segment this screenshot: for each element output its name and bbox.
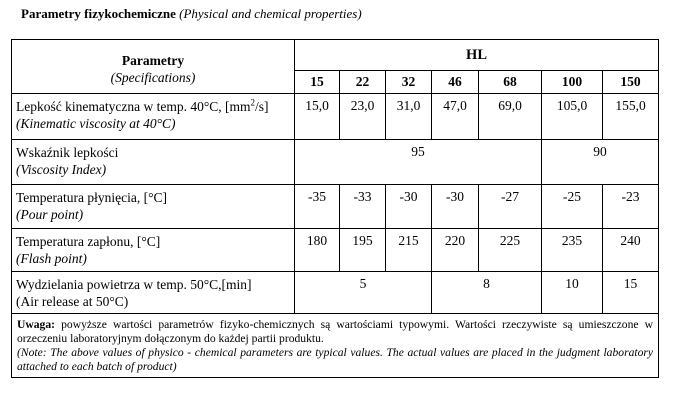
table-row-note	[12, 314, 659, 378]
value-cell: 195	[340, 229, 386, 272]
grade-header: 100	[542, 71, 603, 94]
row-label: Lepkość kinematyczna w temp. 40°C, $[mm^2/s]$	[16, 97, 269, 114]
row-label-translation: (Pour point)	[16, 207, 84, 222]
value-cell: 15	[603, 272, 659, 314]
row-label-cell	[12, 140, 295, 185]
value-cell: -27	[479, 185, 542, 229]
row-label-cell	[12, 185, 295, 229]
grade-header: 150	[603, 71, 659, 94]
note-label: Uwaga:	[17, 318, 55, 331]
note-translation: (Note: The above values of physico - chemical parameters are typical values. The actual values are placed in the judgment laboratory attached to each batch of product)	[17, 346, 654, 373]
value-cell: 15,0	[295, 94, 340, 140]
value-cell: 5	[295, 272, 432, 314]
row-label-translation: (Air release at 50°C)	[16, 294, 129, 309]
value-cell: 220	[432, 229, 479, 272]
grade-header: 22	[340, 71, 386, 94]
value-cell: -30	[432, 185, 479, 229]
table-row-flash-point	[12, 229, 659, 272]
value-cell: 23,0	[340, 94, 386, 140]
note-cell	[12, 314, 659, 378]
value-cell: -35	[295, 185, 340, 229]
value-cell: 105,0	[542, 94, 603, 140]
note-text: powyższe wartości parametrów fizyko-chemicznych są wartościami typowymi. Wartości rzeczywiste są umieszczone w orzeczeniu laboratoryjnym dołączonym do każdej partii produktu.	[17, 318, 654, 345]
value-cell: 10	[542, 272, 603, 314]
header-param-label: Parametry	[121, 52, 185, 68]
row-label: Temperatura zapłonu, [°C]	[16, 234, 161, 249]
value-cell: 47,0	[432, 94, 479, 140]
header-group-cell: HL	[295, 40, 659, 71]
header-param-cell	[12, 40, 295, 94]
row-label: Wydzielania powietrza w temp. 50°C,[min]	[16, 277, 252, 292]
value-cell: 31,0	[386, 94, 432, 140]
value-cell: -25	[542, 185, 603, 229]
table-row-air-release	[12, 272, 659, 314]
value-cell: -33	[340, 185, 386, 229]
grade-header: 68	[479, 71, 542, 94]
value-cell: 8	[432, 272, 542, 314]
title-main: Parametry fizykochemiczne	[21, 6, 176, 21]
row-label-translation: (Flash point)	[16, 251, 87, 266]
grade-header: 46	[432, 71, 479, 94]
row-label: Wskaźnik lepkości	[16, 145, 119, 160]
row-label-cell	[12, 229, 295, 272]
value-cell: 95	[295, 140, 542, 185]
header-row-group	[12, 40, 659, 71]
grade-header: 15	[295, 71, 340, 94]
row-label-cell	[12, 272, 295, 314]
value-cell: 215	[386, 229, 432, 272]
value-cell: 69,0	[479, 94, 542, 140]
table-row-viscosity-index	[12, 140, 659, 185]
row-label-cell	[12, 94, 295, 140]
value-cell: 235	[542, 229, 603, 272]
value-cell: 155,0	[603, 94, 659, 140]
value-cell: 225	[479, 229, 542, 272]
row-label: Temperatura płynięcia, [°C]	[16, 190, 168, 205]
value-cell: 90	[542, 140, 659, 185]
row-label-translation: (Kinematic viscosity at 40°C)	[16, 116, 176, 131]
value-cell: 180	[295, 229, 340, 272]
table-row-pour-point	[12, 185, 659, 229]
title-translation: (Physical and chemical properties)	[179, 6, 362, 21]
properties-table	[11, 39, 659, 378]
table-row-viscosity	[12, 94, 659, 140]
grade-header: 32	[386, 71, 432, 94]
value-cell: -23	[603, 185, 659, 229]
value-cell: -30	[386, 185, 432, 229]
row-label-translation: (Viscosity Index)	[16, 162, 107, 177]
header-param-translation: (Specifications)	[110, 69, 196, 85]
value-cell: 240	[603, 229, 659, 272]
section-title	[21, 6, 362, 22]
